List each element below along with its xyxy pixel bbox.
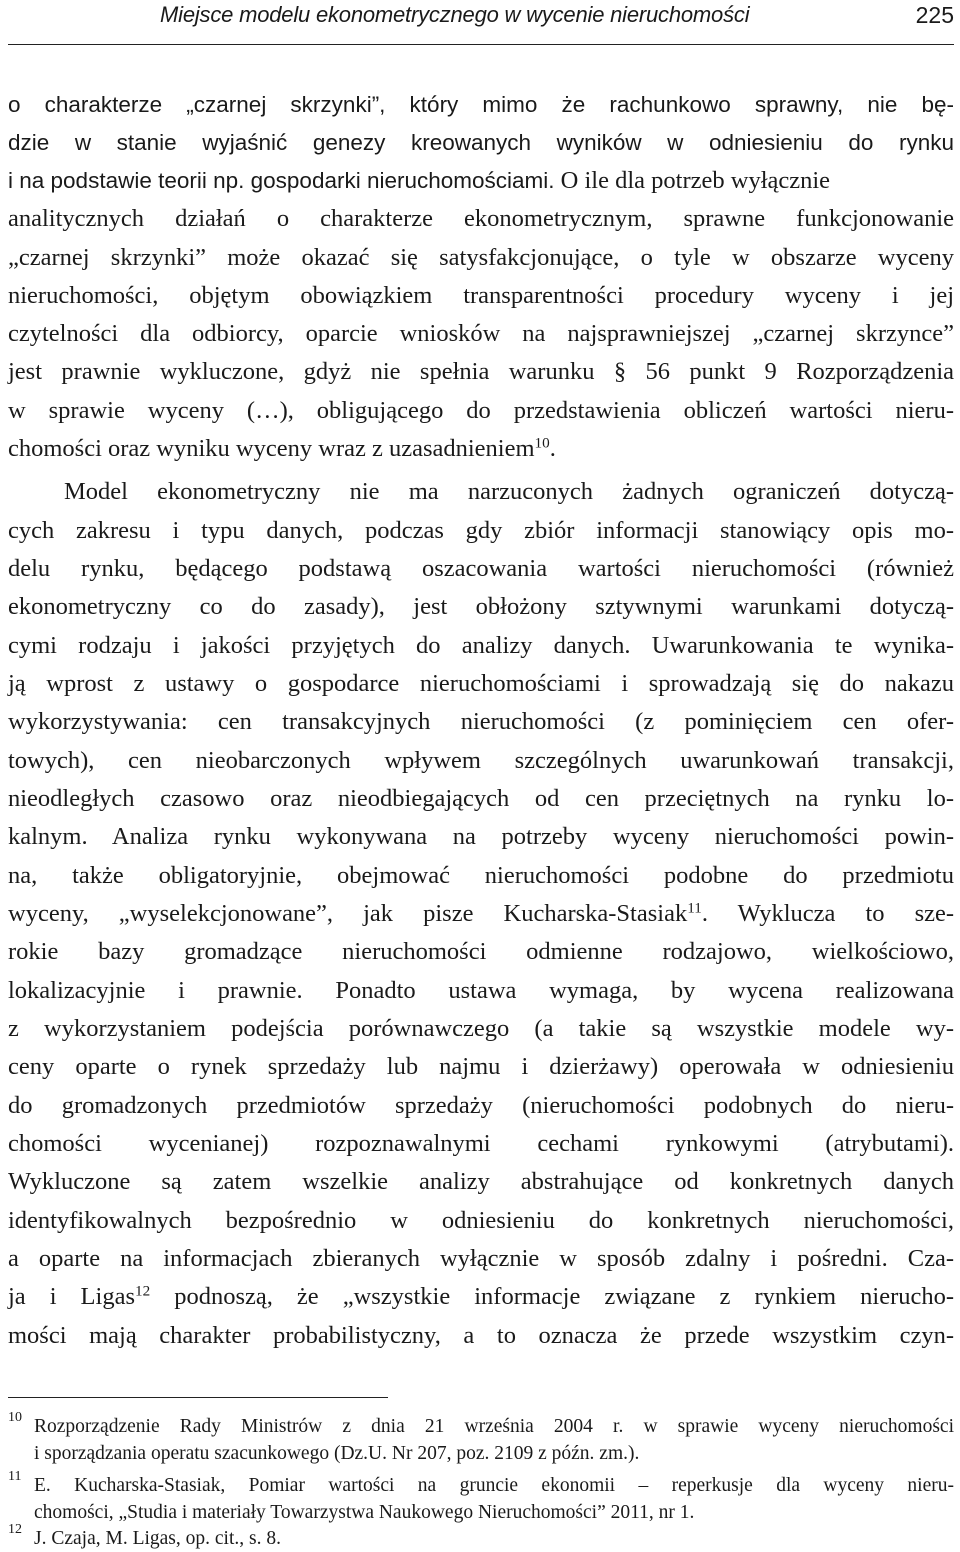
footnote-separator [8,1397,388,1398]
text-segment: ja i Ligas [8,1283,135,1310]
text-line: chomości oraz wyniku wyceny wraz z uzasadnieniem$^{10}$. [8,434,556,462]
text-line: nieruchomości, objętym obowiązkiem transparentności procedury wyceny i jej [8,282,954,309]
footnote-number: 10 [8,1410,22,1425]
text-line: mości mają charakter probabilistyczny, a to oznacza że przede wszystkim czyn- [8,1322,954,1349]
footnote-text: Rozporządzenie Rady Ministrów z dnia 21 września 2004 r. w sprawie wyceny nieruchomości [34,1416,954,1437]
footnote-number: 11 [8,1469,22,1484]
text-line: dzie w stanie wyjaśnić genezy kreowanych wyników w odniesieniu do rynku [8,130,954,155]
text-line: Wykluczone są zatem wszelkie analizy abstrahujące od konkretnych danych [8,1168,954,1195]
text-segment: cymi rodzaju i jakości przyjętych do analizy danych. [8,632,631,659]
text-line: lokalizacyjnie i prawnie. Ponadto ustawa wymaga, by wycena realizowana [8,977,954,1004]
text-line: Model ekonometryczny nie ma narzuconych żadnych ograniczeń dotyczą- [64,478,954,505]
text-line: czytelności dla odbiorcy, oparcie wniosków na najsprawniejszej „czarnej skrzynce” [8,320,954,347]
text-line: ekonometryczny co do zasady), jest obłożony sztywnymi warunkami dotyczą- [8,593,954,620]
footnote-text: chomości, „Studia i materiały Towarzystwa Naukowego Nieruchomości” 2011, nr 1. [34,1502,695,1523]
footnote-text: J. Czaja, M. Ligas, op. cit., s. 8. [34,1528,281,1549]
text-line: a oparte na informacjach zbieranych wyłącznie w sposób zdalny i pośredni. Cza- [8,1245,954,1272]
running-header [8,0,954,45]
text-line [8,162,954,200]
footnote-text: E. Kucharska-Stasiak, Pomiar wartości na gruncie ekonomii – reperkusje dla wyceny nieru- [34,1475,954,1496]
text-line: o charakterze „czarnej skrzynki”, który mimo że rachunkowo sprawny, nie bę- [8,92,954,117]
text-line: cych zakresu i typu danych, podczas gdy zbiór informacji stanowiący opis mo- [8,517,954,544]
text-line: ceny oparte o rynek sprzedaży lub najmu i dzierżawy) operowała w odniesieniu [8,1053,954,1080]
footnote-number: 12 [8,1522,22,1537]
text-line: w sprawie wyceny (…), obligującego do przedstawienia obliczeń wartości nieru- [8,397,954,424]
text-line: do gromadzonych przedmiotów sprzedaży (nieruchomości podobnych do nieru- [8,1092,954,1119]
footnote-text: i sporządzania operatu szacunkowego (Dz.U. Nr 207, poz. 2109 z późn. zm.). [34,1443,640,1464]
text-segment: Uwarunkowania te wynika- [651,632,955,659]
text-line: identyfikowalnych bezpośrednio w odniesieniu do konkretnych nieruchomości, [8,1207,954,1234]
text-segment: wyceny, „wyselekcjonowane”, jak pisze Kucharska-Stasiak [8,900,688,927]
text-line: z wykorzystaniem podejścia porównawczego (a takie są wszystkie modele wy- [8,1015,954,1042]
text-line: delu rynku, będącego podstawą oszacowania wartości nieruchomości (również [8,555,954,582]
footnote-ref[interactable]: 12 [135,1282,151,1300]
text-line: „czarnej skrzynki” może okazać się satysfakcjonujące, o tyle w obszarze wyceny [8,244,954,271]
text-line: na, także obligatoryjnie, obejmować nieruchomości podobne do przedmiotu [8,862,954,889]
text-line: kalnym. Analiza rynku wykonywana na potrzeby wyceny nieruchomości powin- [8,823,954,850]
text-segment: i na podstawie teorii np. gospodarki nieruchomościami. [8,168,555,193]
text-line: analitycznych działań o charakterze ekonometrycznym, sprawne funkcjonowanie [8,205,954,232]
text-segment: chomości oraz wyniku wyceny wraz z uzasadnieniem [8,435,535,462]
footnote-ref[interactable]: 10 [534,434,550,452]
text-line: wykorzystywania: cen transakcyjnych nieruchomości (z pominięciem cen ofer- [8,708,954,735]
text-line [8,895,954,933]
footnote-ref[interactable]: 11 [687,899,702,917]
text-line [8,627,954,665]
running-title: Miejsce modelu ekonometrycznego w wycenie nieruchomości [160,2,750,27]
page-number: 225 [915,2,954,28]
text-segment: . Wyklucza to sze- [701,900,955,927]
text-line [8,1278,954,1316]
text-line: jest prawnie wykluczone, gdyż nie spełnia warunku § 56 punkt 9 Rozporządzenia [8,358,954,385]
text-line: towych), cen nieobarczonych wpływem szczególnych uwarunkowań transakcji, [8,747,954,774]
text-line: chomości wycenianej) rozpoznawalnymi cechami rynkowymi (atrybutami). [8,1130,954,1157]
text-line: rokie bazy gromadzące nieruchomości odmienne rodzajowo, wielkościowo, [8,938,954,965]
text-segment: podnoszą, że „wszystkie informacje związane z rynkiem nierucho- [150,1283,955,1310]
text-line: ją wprost z ustawy o gospodarce nieruchomościami i sprowadzają się do nakazu [8,670,954,697]
text-line: nieodległych czasowo oraz nieodbiegających od cen przeciętnych na rynku lo- [8,785,954,812]
text-segment: O ile dla potrzeb wyłącznie [560,167,831,194]
